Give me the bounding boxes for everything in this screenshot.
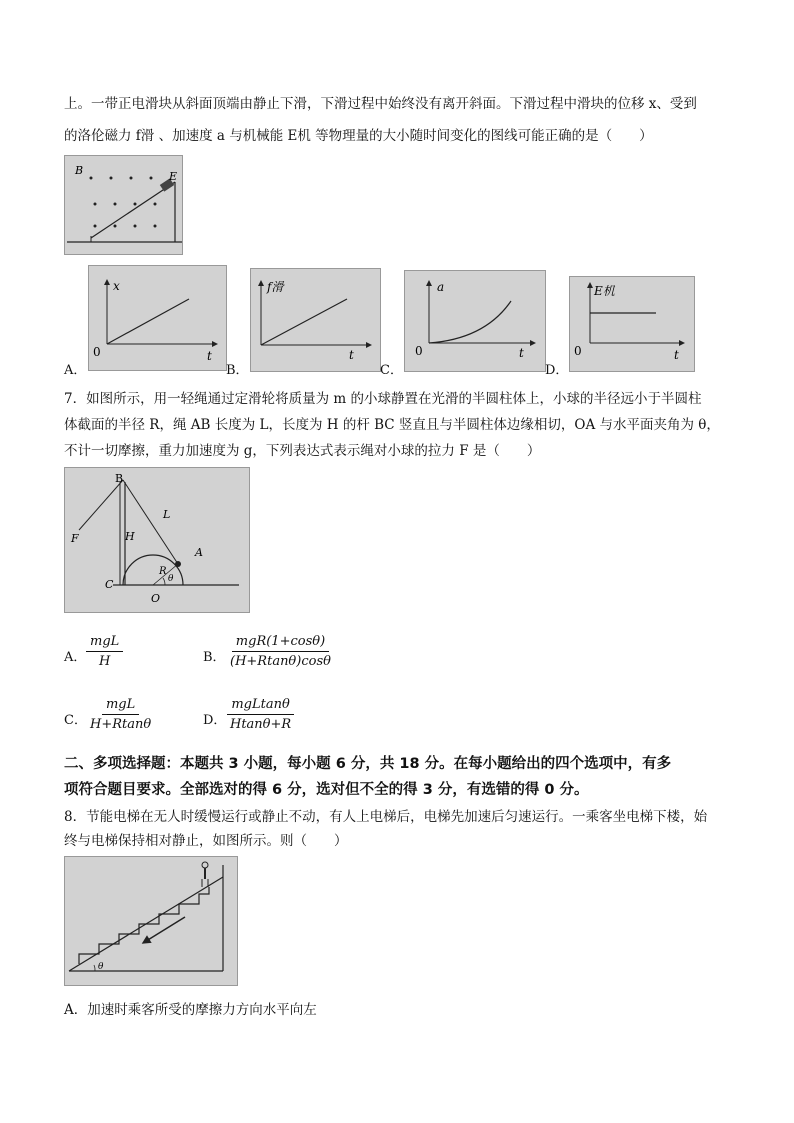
q7-option-c-denominator: H+Rtanθ [90, 717, 152, 732]
q6-a-origin: 0 [93, 345, 101, 359]
q7-fig-label-theta: θ [168, 574, 174, 584]
q6-fig-label-b: B [75, 164, 84, 177]
q7-pulley-figure [64, 467, 250, 613]
q6-option-a-letter: A． [64, 363, 87, 378]
q7-option-d-letter: D． [203, 713, 227, 728]
q7-fig-label-l: L [163, 508, 171, 521]
q6-c-origin: 0 [415, 344, 423, 358]
q7-option-a-denominator: H [98, 654, 111, 669]
q7-option-d-formula [226, 697, 295, 732]
q7-fig-label-a: A [195, 546, 203, 559]
q6-option-b-letter: B． [226, 363, 249, 378]
q7-option-c-numerator: mgL [102, 697, 139, 715]
q6-incline-figure [64, 155, 183, 255]
q8-option-a: A．加速时乘客所受的摩擦力方向水平向左 [64, 1002, 317, 1018]
q8-text-line1: 8．节能电梯在无人时缓慢运行或静止不动，有人上电梯后，电梯先加速后匀速运行。一乘客坐电梯下楼，始 [64, 809, 708, 825]
q6-c-ylabel: a [437, 280, 445, 294]
q6-a-ylabel: x [113, 279, 120, 293]
q6-option-c-graph [404, 270, 546, 372]
q6-b-ylabel: f滑 [267, 280, 284, 294]
q7-fig-label-c: C [105, 578, 114, 591]
q6-option-d-graph [569, 276, 695, 372]
q7-text-line2: 体截面的半径 R，绳 AB 长度为 L，长度为 H 的杆 BC 竖直且与半圆柱体边缘相切，OA 与水平面夹角为 θ， [64, 417, 720, 433]
q7-option-d-denominator: Htanθ+R [230, 717, 292, 732]
q7-option-b-denominator: (H+Rtanθ)cosθ [230, 654, 331, 669]
q7-option-a-numerator: mgL [86, 634, 123, 652]
q7-option-b-formula [226, 634, 335, 669]
q6-a-xlabel: t [207, 349, 212, 363]
q7-fig-label-o: O [151, 592, 161, 605]
q6-d-ylabel: E机 [594, 284, 615, 298]
q7-option-c-letter: C． [64, 713, 87, 728]
q6-option-b-graph [250, 268, 381, 372]
section2-heading-line1: 二、多项选择题：本题共 3 小题，每小题 6 分，共 18 分。在每小题给出的四个选项中，有多 [64, 756, 672, 772]
q7-option-b-letter: B． [203, 650, 226, 665]
q6-option-a-graph [88, 265, 227, 371]
q7-option-a-letter: A． [64, 650, 87, 665]
q8-text-line2: 终与电梯保持相对静止，如图所示。则（ ） [64, 833, 348, 849]
q7-option-a-formula [86, 634, 123, 669]
q6-option-c-letter: C． [380, 363, 403, 378]
q6-text-line1: 上。一带正电滑块从斜面顶端由静止下滑，下滑过程中始终没有离开斜面。下滑过程中滑块的位移 x、受到 [64, 96, 697, 112]
q7-text-line3: 不计一切摩擦，重力加速度为 g，下列表达式表示绳对小球的拉力 F 是（ ） [64, 443, 541, 459]
q7-fig-label-r: R [159, 566, 167, 577]
q6-b-xlabel: t [349, 348, 354, 362]
q7-fig-label-f: F [71, 532, 79, 545]
q6-option-d-letter: D． [545, 363, 569, 378]
q7-option-c-formula [86, 697, 155, 732]
q7-text-line1: 7．如图所示，用一轻绳通过定滑轮将质量为 m 的小球静置在光滑的半圆柱体上，小球的半径远小于半圆柱 [64, 391, 702, 407]
q8-escalator-figure [64, 856, 238, 986]
section2-heading-line2: 项符合题目要求。全部选对的得 6 分，选对但不全的得 3 分，有选错的得 0 分。 [64, 782, 589, 798]
q6-c-xlabel: t [519, 346, 524, 360]
q7-fig-label-b: B [115, 472, 124, 485]
q6-fig-label-e: E [169, 170, 178, 183]
q8-fig-label-theta: θ [98, 962, 104, 972]
q6-d-xlabel: t [674, 348, 679, 362]
q7-option-b-numerator: mgR(1+cosθ) [232, 634, 329, 652]
q6-d-origin: 0 [574, 344, 582, 358]
q6-text-line2: 的洛伦磁力 f滑 、加速度 a 与机械能 E机 等物理量的大小随时间变化的图线可能正确的是（ ） [64, 128, 653, 144]
q7-option-d-numerator: mgLtanθ [227, 697, 293, 715]
q7-fig-label-h: H [125, 530, 135, 543]
